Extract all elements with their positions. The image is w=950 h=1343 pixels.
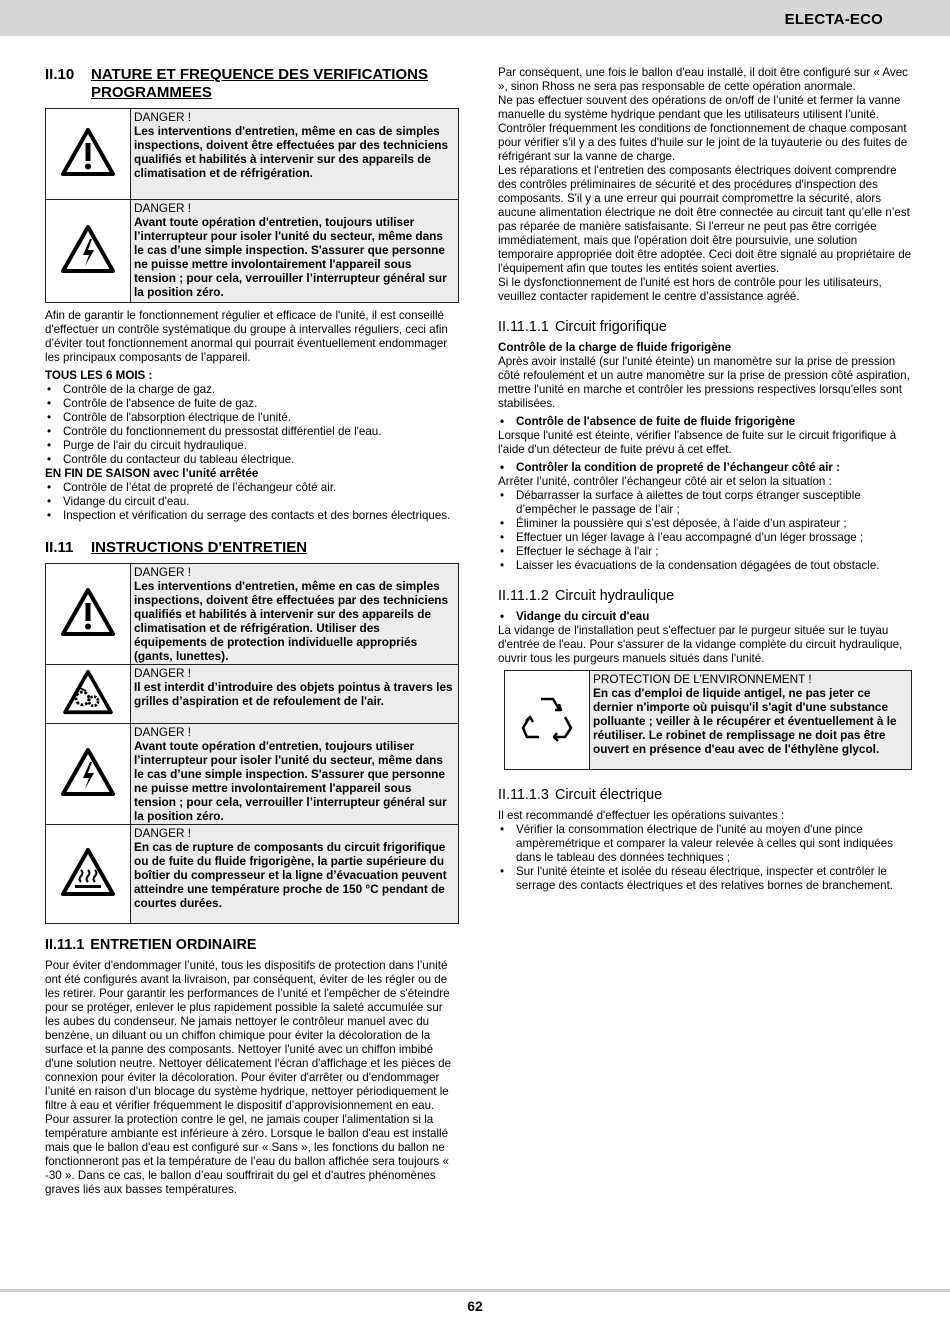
footer-divider	[0, 1289, 950, 1292]
section-heading-ii10	[45, 66, 459, 102]
danger-label: DANGER !	[134, 565, 192, 579]
elec-text: Il est recommandé d'effectuer les opérations suivantes :	[498, 809, 785, 822]
danger-message: Il est interdit d’introduire des objets pointus à travers les grilles d’aspiration et de refoulement de l'air.	[134, 680, 453, 708]
section-heading-ii111	[45, 936, 459, 954]
list-item: • Sur l'unité éteinte et isolée du réseau électrique, inspecter et contrôler le serrage des contacts électriques et des relatives bornes de branchement.	[498, 865, 913, 893]
section-title: ENTRETIEN ORDINAIRE	[90, 937, 257, 953]
paragraph: Ne pas effectuer souvent des opérations de on/off de l’unité et fermer la vanne manuelle du système hydrique pendant que les utilisateurs utilisent l’unité.	[498, 94, 901, 121]
section-number: II.10	[45, 66, 75, 83]
section-number: II.11.1	[45, 937, 85, 953]
brand-title: ELECTA-ECO	[784, 11, 883, 28]
maintenance-paragraph: Pour éviter d'endommager l’unité, tous les dispositifs de protection dans l’unité ont été configurés avant la livraison, par conséquent, éviter de les régler ou de les retirer. Pour garantir les performances de l’unité et l'empêcher de s'éteindre pour se protéger, enlever le plus rapidement possible la saleté accumulée sur les aubes du condenseur. Ne jamais nettoyer le contrôleur manuel avec du benzène, un diluant ou un chiffon chimique pour éviter la décoloration de la surface et la panne des composants. Nettoyer l'unité avec un chiffon imbibé d'une solution neutre. Nettoyer délicatement l'écran d'affichage et les pièces de connexion pour éviter la décoloration. Pour éviter d'arrêter ou d'endommager l’unité en raison d'un blocage du système hydrique, nettoyer périodiquement le filtre à eau et vérifier fréquemment le dispositif d’approvisionnement en eau. Pour assurer la protection contre le gel, ne jamais couper l'alimentation si la température ambiante est inférieure à zéro. Lorsque le ballon d'eau est installé mais que le ballon d'eau est configuré sur « Sans », les fonctions du ballon ne fonctionneront pas et la température de l’eau du ballon affichée sera toujours « -30 ». Dans ce cas, le ballon d’eau souffrirait du gel et d'autres phénomènes graves liés aux basses températures.	[45, 959, 452, 1196]
section-number: II.11.1.3	[498, 787, 549, 803]
danger-label: DANGER !	[134, 826, 192, 840]
charge-label: Contrôle de la charge de fluide frigorigène	[498, 341, 732, 354]
list-item: • Effectuer le séchage à l'air ;	[498, 545, 913, 559]
section-heading-ii1113	[498, 786, 913, 804]
danger-text-cell	[131, 200, 459, 303]
list-item: • Vérifier la consommation électrique de l'unité au moyen d'une pince ampèremétrique et comparer la valeur relevée à celles qui sont indiquées dans le tableau des données techniques ;	[498, 823, 913, 865]
section-number: II.11.1.2	[498, 588, 549, 604]
danger-text-cell	[131, 665, 459, 724]
high-voltage-icon	[46, 200, 131, 303]
exclamation-triangle-icon	[46, 564, 131, 665]
paragraph: Les réparations et l'entretien des composants électriques doivent comprendre des contrôles préliminaires de sécurité et des procédures d'inspection des composants. S'il y a une erreur qui pourrait compromettre la sécurité, alors aucune alimentation électrique ne doit être connectée au circuit tant qu’elle n’est pas réparée de manière satisfaisante. Si l'erreur ne peut pas être corrigée immédiatement, mais que l'opération doit être poursuivie, une solution temporaire appropriée doit être adoptée. Ceci doit être signalé au propriétaire de l'équipement afin que toutes les entités soient averties.	[498, 164, 912, 275]
season-end-list	[45, 481, 459, 523]
list-item: • Vidange du circuit d'eau.	[45, 495, 459, 509]
danger-message: Les interventions d'entretien, même en cas de simples inspections, doivent être effectuées par des techniciens qualifiés et habilités à intervenir sur des appareils de climatisation et de réfrigération.	[134, 124, 449, 180]
elec-list	[498, 823, 913, 893]
section-title: INSTRUCTIONS D'ENTRETIEN	[91, 539, 308, 556]
section-heading-ii1111	[498, 318, 913, 336]
charge-text: Après avoir installé (sur l'unité éteinte) un manomètre sur la prise de pression côté refoulement et un autre manomètre sur la prise de pression côté aspiration, mettre l'unité en marche et contrôler les pressions respectives lorsqu'elles sont stabilisées.	[498, 355, 910, 410]
list-item: • Éliminer la poussière qui s’est déposée, à l’aide d’un aspirateur ;	[498, 517, 913, 531]
danger-label: DANGER !	[134, 110, 192, 124]
list-item: • Effectuer un léger lavage à l’eau accompagné d’un léger brossage ;	[498, 531, 913, 545]
paragraph: Contrôler fréquemment les conditions de fonctionnement de chaque composant pour vérifier s'il y a des fuites d'huile sur le joint de la tuyauterie ou des fuites de réfrigérant sur la vanne de charge.	[498, 122, 908, 163]
danger-message: Avant toute opération d'entretien, toujours utiliser l’interrupteur pour isoler l'unité du secteur, même dans le cas d’une simple inspection. S'assurer que personne ne puisse mettre involontairement l'appareil sous tension ; pour cela, verrouiller l’interrupteur général sur la position zéro.	[134, 739, 447, 823]
vidange-text: La vidange de l'installation peut s'effectuer par le purgeur située sur le tuyau d'entrée de l'eau. Pour s'assurer de la vidange complète du circuit hydraulique, ouvrir tous les purgeurs manuels situés dans l'unité.	[498, 624, 903, 665]
proprete-list	[498, 489, 913, 573]
danger-label: DANGER !	[134, 725, 192, 739]
section-title: Circuit frigorifique	[554, 319, 667, 335]
environment-text-cell	[590, 671, 912, 770]
proprete-text: Arrêter l’unité, contrôler l’échangeur côté air et selon la situation :	[498, 475, 832, 488]
danger-message: Les interventions d'entretien, même en cas de simples inspections, doivent être effectuées par des techniciens qualifiés et habilités à intervenir sur des appareils de climatisation et de réfrigération. Utiliser des équipements de protection individuelle appropriés (gants, lunettes).	[134, 579, 449, 663]
paragraph: Par conséquent, une fois le ballon d'eau installé, il doit être configuré sur « Avec », sinon Rhoss ne sera pas responsable de cette opération anormale.	[498, 66, 908, 93]
header-bar	[0, 0, 950, 36]
list-item: • Contrôle de l'absence de fuite de gaz.	[45, 397, 459, 411]
section-heading-ii11	[45, 539, 459, 557]
list-item: • Contrôle du fonctionnement du pressostat différentiel de l'eau.	[45, 425, 459, 439]
section-number: II.11.1.1	[498, 319, 549, 335]
season-end-label: EN FIN DE SAISON avec l’unité arrêtée	[45, 467, 259, 480]
danger-table-2	[45, 563, 459, 924]
list-item: • Contrôle de l’état de propreté de l’échangeur côté air.	[45, 481, 459, 495]
list-item: • Contrôle de l'absorption électrique de l'unité.	[45, 411, 459, 425]
environment-message: En cas d'emploi de liquide antigel, ne pas jeter ce dernier n'importe où puisqu'il s'agit d'une substance polluante ; veiller à le récupérer et éventuellement à le réutiliser. Le robinet de remplissage ne doit pas être ouvert en présence d'eau avec de l'éthylène glycol.	[593, 686, 897, 756]
exclamation-triangle-icon	[46, 109, 131, 200]
section-title: Circuit électrique	[554, 787, 663, 803]
six-months-list	[45, 383, 459, 467]
proprete-label: • Contrôler la condition de propreté de l’échangeur côté air :	[498, 461, 913, 475]
left-column	[45, 66, 459, 1197]
danger-text-cell	[131, 724, 459, 825]
paragraph: Si le dysfonctionnement de l'unité est hors de contrôle pour les utilisateurs, veuillez contacter rapidement le centre d’assistance agréé.	[498, 276, 882, 303]
recycle-icon	[505, 671, 590, 770]
vidange-heading	[498, 610, 913, 624]
list-item: • Laisser les évacuations de la condensation dégagées de tout obstacle.	[498, 559, 913, 573]
section-heading-ii1112	[498, 587, 913, 605]
danger-text-cell	[131, 564, 459, 665]
environment-warning-table	[504, 670, 912, 770]
section-title: Circuit hydraulique	[554, 588, 675, 604]
right-column	[498, 66, 913, 893]
list-item: • Débarrasser la surface à ailettes de tout corps étranger susceptible d’empêcher le passage de l’air ;	[498, 489, 913, 517]
fuite-text: Lorsque l'unité est éteinte, vérifier l'absence de fuite sur le circuit frigorifique à l'aide d'un détecteur de fuite prévu à cet effet.	[498, 429, 897, 456]
list-item: • Contrôle du contacteur du tableau électrique.	[45, 453, 459, 467]
danger-table-1	[45, 108, 459, 303]
rotating-fan-hazard-icon	[46, 665, 131, 724]
section-number: II.11	[45, 539, 74, 556]
vidange-label: • Vidange du circuit d'eau	[498, 610, 913, 624]
list-item: • Contrôle de la charge de gaz.	[45, 383, 459, 397]
six-months-label: TOUS LES 6 MOIS :	[45, 369, 153, 382]
list-item: • Purge de l'air du circuit hydraulique.	[45, 439, 459, 453]
section-title: NATURE ET FREQUENCE DES VERIFICATIONS PROGRAMMEES	[91, 66, 428, 101]
list-item: • Inspection et vérification du serrage des contacts et des bornes électriques.	[45, 509, 459, 523]
danger-text-cell	[131, 825, 459, 924]
high-voltage-icon	[46, 724, 131, 825]
danger-message: Avant toute opération d'entretien, toujours utiliser l’interrupteur pour isoler l'unité du secteur, même dans le cas d’une simple inspection. S'assurer que personne ne puisse mettre involontairement l'appareil sous tension ; pour cela, verrouiller l’interrupteur général sur la position zéro.	[134, 215, 447, 299]
hot-surface-icon	[46, 825, 131, 924]
danger-message: En cas de rupture de composants du circuit frigorifique ou de fuite du fluide frigorigène, la partie supérieure du boîtier du compresseur et la ligne d’évacuation peuvent atteindre une température proche de 150 °C pendant de courtes durées.	[134, 840, 447, 910]
fuite-label: • Contrôle de l'absence de fuite de fluide frigorigène	[498, 415, 913, 429]
fuite-heading	[498, 415, 913, 429]
proprete-heading	[498, 461, 913, 475]
danger-label: DANGER !	[134, 666, 192, 680]
page-number: 62	[467, 1298, 483, 1314]
intro-paragraph: Afin de garantir le fonctionnement régulier et efficace de l'unité, il est conseillé d'effectuer un contrôle systématique du groupe à intervalles réguliers, ceci afin d’éviter tout fonctionnement anormal qui pourrait éventuellement endommager les principaux composants de l’appareil.	[45, 309, 448, 364]
danger-text-cell	[131, 109, 459, 200]
danger-label: DANGER !	[134, 201, 192, 215]
environment-label: PROTECTION DE L’ENVIRONNEMENT !	[593, 672, 812, 686]
